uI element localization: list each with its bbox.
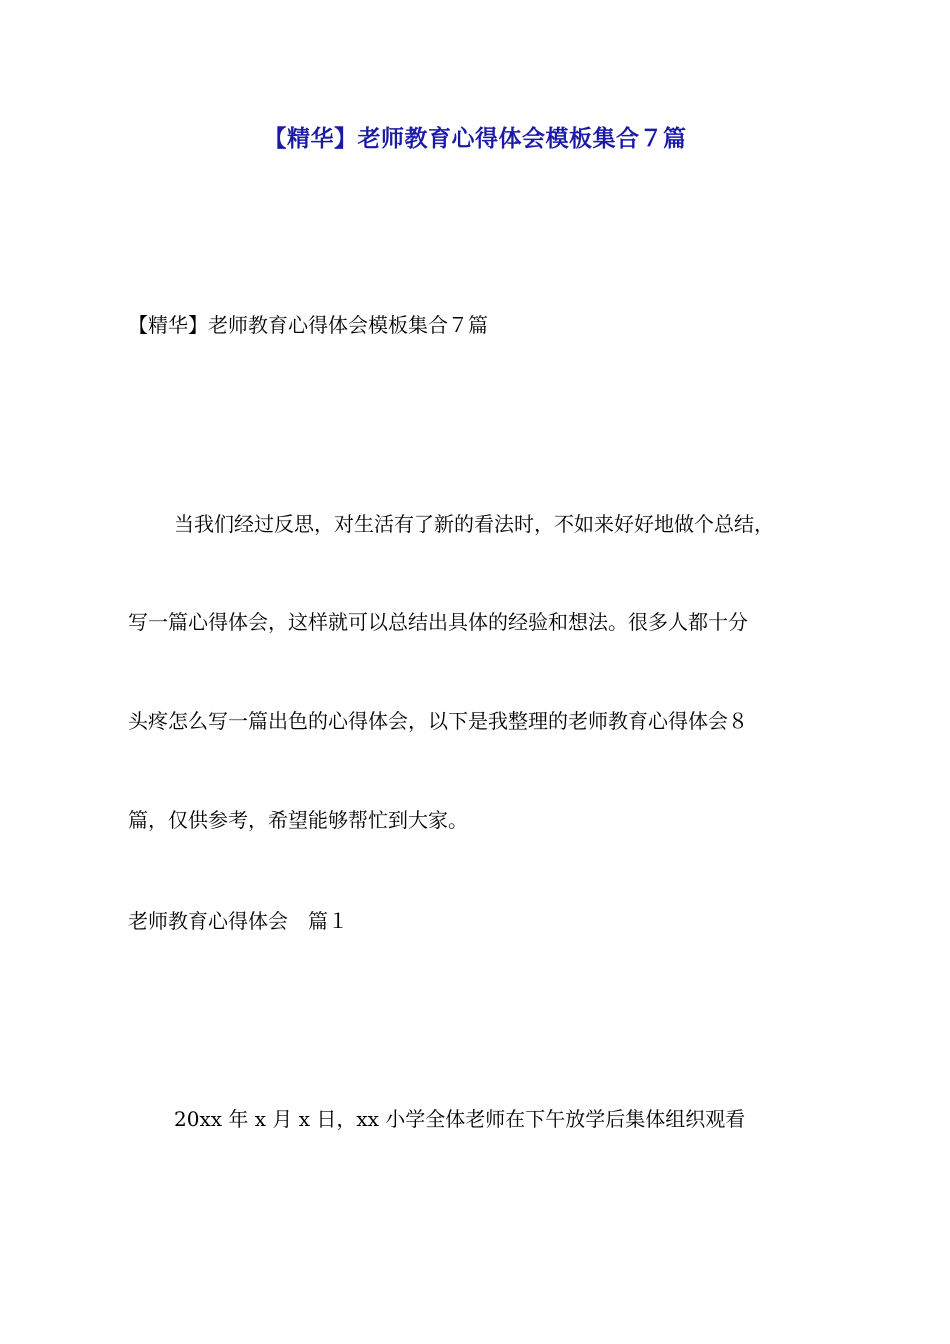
document-title: 【精华】老师教育心得体会模板集合７篇 [263,126,687,152]
section-paragraph-line-1: 20xx 年 x 月 x 日，xx 小学全体老师在下午放学后集体组织观看 [174,1107,746,1131]
intro-line-4: 篇，仅供参考，希望能够帮忙到大家。 [128,808,468,832]
intro-line-2: 写一篇心得体会，这样就可以总结出具体的经验和想法。很多人都十分 [128,610,748,634]
intro-line-1: 当我们经过反思，对生活有了新的看法时，不如来好好地做个总结， [174,512,774,536]
document-subtitle: 【精华】老师教育心得体会模板集合７篇 [128,313,488,337]
intro-line-3: 头疼怎么写一篇出色的心得体会，以下是我整理的老师教育心得体会８ [128,709,748,733]
section-heading: 老师教育心得体会 篇１ [128,909,348,933]
